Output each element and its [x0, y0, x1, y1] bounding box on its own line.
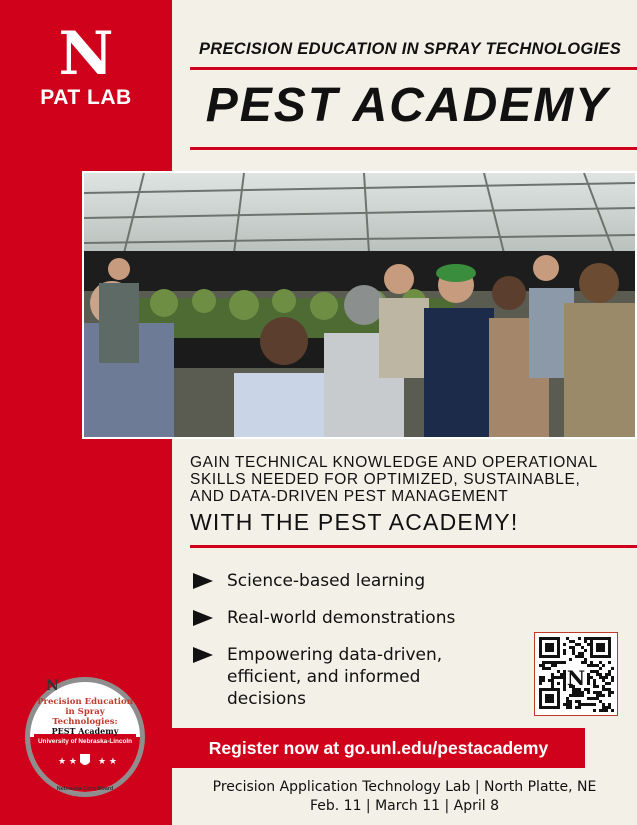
- divider-top: [190, 67, 637, 70]
- list-item: [193, 570, 493, 592]
- arrow-bullet-icon: [193, 573, 213, 589]
- qr-code-graphic: [535, 633, 617, 715]
- arrow-bullet-icon: [193, 610, 213, 626]
- greenhouse-photo-illustration: [84, 173, 635, 437]
- footer-dates: Feb. 11 | March 11 | April 8: [309, 798, 500, 814]
- list-item: [193, 644, 497, 710]
- divider-tagline: [190, 545, 637, 548]
- bullet-text: Empowering data-driven, efficient, and informed decisions: [227, 645, 443, 709]
- greenhouse-photo: [82, 171, 637, 439]
- page-title: PEST ACADEMY: [205, 79, 610, 132]
- tagline: WITH THE PEST ACADEMY!: [190, 509, 519, 535]
- badge-line4: PEST Academy: [51, 726, 119, 736]
- badge-line1: Precision Education: [37, 697, 133, 707]
- intro-line-1: GAIN TECHNICAL KNOWLEDGE AND OPERATIONAL: [190, 454, 598, 471]
- program-subtitle: PRECISION EDUCATION IN SPRAY TECHNOLOGIES: [198, 40, 622, 58]
- lab-name: PAT LAB: [40, 86, 132, 109]
- qr-code-icon[interactable]: [534, 632, 618, 716]
- list-item: [193, 607, 493, 629]
- intro-line-2: SKILLS NEEDED FOR OPTIMIZED, SUSTAINABLE,: [190, 471, 581, 488]
- intro-text: [190, 454, 630, 505]
- academy-badge: [24, 672, 146, 802]
- badge-n-logo: N: [46, 678, 59, 694]
- benefits-list: [193, 570, 493, 725]
- badge-line2: in Spray: [65, 707, 105, 717]
- footer-location: Precision Application Technology Lab | North Platte, NE: [212, 779, 597, 795]
- arrow-bullet-icon: [193, 647, 213, 663]
- bullet-text: Real-world demonstrations: [227, 608, 456, 628]
- star-icon: ★ ★: [58, 757, 77, 767]
- badge-line3: Technologies:: [52, 717, 118, 727]
- star-icon: ★ ★: [98, 757, 117, 767]
- bullet-text: Science-based learning: [227, 571, 426, 591]
- intro-line-3: AND DATA-DRIVEN PEST MANAGEMENT: [190, 488, 509, 505]
- shield-check-icon: [80, 754, 90, 765]
- qr-center-logo: N: [566, 666, 586, 690]
- badge-university: University of Nebraska-Lincoln: [37, 738, 133, 745]
- nebraska-n-logo: N: [58, 19, 114, 89]
- divider-title: [190, 147, 637, 150]
- register-banner[interactable]: Register now at go.unl.edu/pestacademy: [172, 728, 585, 768]
- badge-board: Nebraska Corn Board: [56, 786, 114, 792]
